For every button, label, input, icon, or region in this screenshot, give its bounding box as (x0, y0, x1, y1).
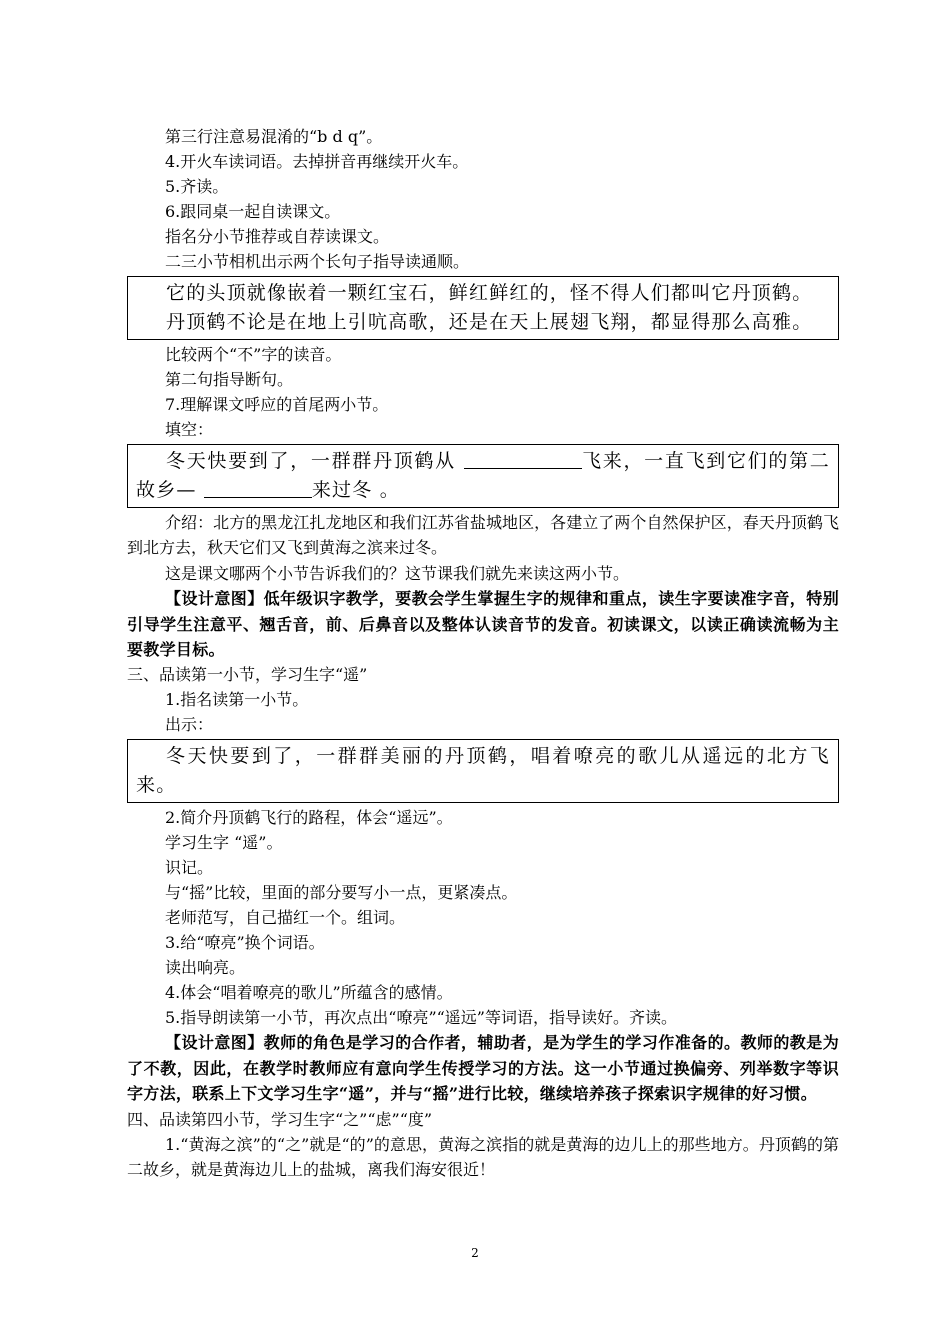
page-number: 2 (471, 1246, 479, 1260)
text-line: 2.简介丹顶鹤飞行的路程，体会“遥远”。 (165, 808, 453, 828)
page-content (127, 124, 839, 1182)
text-line: 4.开火车读词语。去掉拼音再继续开火车。 (165, 152, 469, 171)
example-sentence-box (127, 739, 839, 803)
text-line: 3.给“嘹亮”换个词语。 (165, 933, 325, 953)
text-line: 与“摇”比较，里面的部分要写小一点，更紧凑点。 (165, 883, 518, 903)
example-sentence-3: 冬天快要到了，一群群美丽的丹顶鹤，唱着嘹亮的歌儿从遥远的北方飞来。 (136, 745, 830, 797)
text-line: 5.齐读。 (165, 177, 229, 196)
question-paragraph: 这是课文哪两个小节告诉我们的？这节课我们就先来读这两小节。 (165, 563, 630, 583)
text-line: 出示： (165, 715, 214, 735)
fill-blank-sentence (136, 447, 830, 505)
final-paragraph: 1.“黄海之滨”的“之”就是“的”的意思，黄海之滨指的就是黄海的边儿上的那些地方。丹顶鹤的第二故乡，就是黄海边儿上的盐城，离我们海安很近！ (127, 1134, 839, 1180)
design-intent-1: 【设计意图】低年级识字教学，要教会学生掌握生字的规律和重点，读生字要读准字音，特别引导学生注意平、翘舌音，前、后鼻音以及整体认读音节的发音。初读课文，以读正确读流畅为主要教学目标。 (127, 589, 839, 660)
text-line: 二三小节相机出示两个长句子指导读通顺。 (165, 252, 470, 271)
fill-blank-part-1: 冬天快要到了，一群群丹顶鹤从 (166, 450, 456, 472)
text-line: 第二句指导断句。 (165, 370, 294, 389)
blank-line (464, 448, 582, 469)
fill-blank-box (127, 444, 839, 508)
text-line: 老师范写，自己描红一个。组词。 (165, 908, 406, 928)
text-line: 比较两个“不”字的读音。 (165, 345, 342, 364)
example-sentence-2: 丹顶鹤不论是在地上引吭高歌，还是在天上展翅飞翔，都显得那么高雅。 (166, 311, 813, 333)
text-line: 指名分小节推荐或自荐读课文。 (165, 227, 390, 246)
fill-blank-part-2: 飞来，一直飞到它们的第二故乡— (136, 450, 830, 501)
example-sentence-1: 它的头顶就像嵌着一颗红宝石，鲜红鲜红的，怪不得人们都叫它丹顶鹤。 (166, 282, 813, 304)
text-line: 第三行注意易混淆的“b d q”。 (165, 127, 383, 146)
text-line: 1.指名读第一小节。 (165, 690, 309, 710)
text-line: 5.指导朗读第一小节，再次点出“嘹亮”“遥远”等词语，指导读好。齐读。 (165, 1008, 677, 1028)
section-heading-4: 四、品读第四小节，学习生字“之”“虑”“度” (127, 1109, 433, 1129)
text-line: 识记。 (165, 858, 214, 878)
blank-line (204, 477, 312, 498)
text-line: 填空： (165, 420, 214, 439)
intro-paragraph: 介绍：北方的黑龙江扎龙地区和我们江苏省盐城地区，各建立了两个自然保护区，春天丹顶鹤飞到北方去，秋天它们又飞到黄海之滨来过冬。 (127, 513, 839, 558)
text-line: 4.体会“唱着嘹亮的歌儿”所蕴含的感情。 (165, 983, 453, 1003)
design-intent-2: 【设计意图】教师的角色是学习的合作者，辅助者，是为学生的学习作准备的。教师的教是为了不教，因此，在教学时教师应有意向学生传授学习的方法。这一小节通过换偏旁、列举数字等识字方法，联系上下文学习生字“遥”，并与“摇”进行比较，继续培养孩子探索识字规律的好习惯。 (127, 1033, 839, 1104)
fill-blank-part-3: 来过冬 。 (311, 479, 400, 501)
text-line: 6.跟同桌一起自读课文。 (165, 202, 341, 221)
text-line: 读出响亮。 (165, 958, 246, 978)
example-sentence-box (127, 276, 839, 340)
text-line: 7.理解课文呼应的首尾两小节。 (165, 395, 389, 414)
section-heading-3: 三、品读第一小节，学习生字“遥” (127, 665, 368, 685)
text-line: 学习生字 “遥”。 (165, 833, 283, 853)
